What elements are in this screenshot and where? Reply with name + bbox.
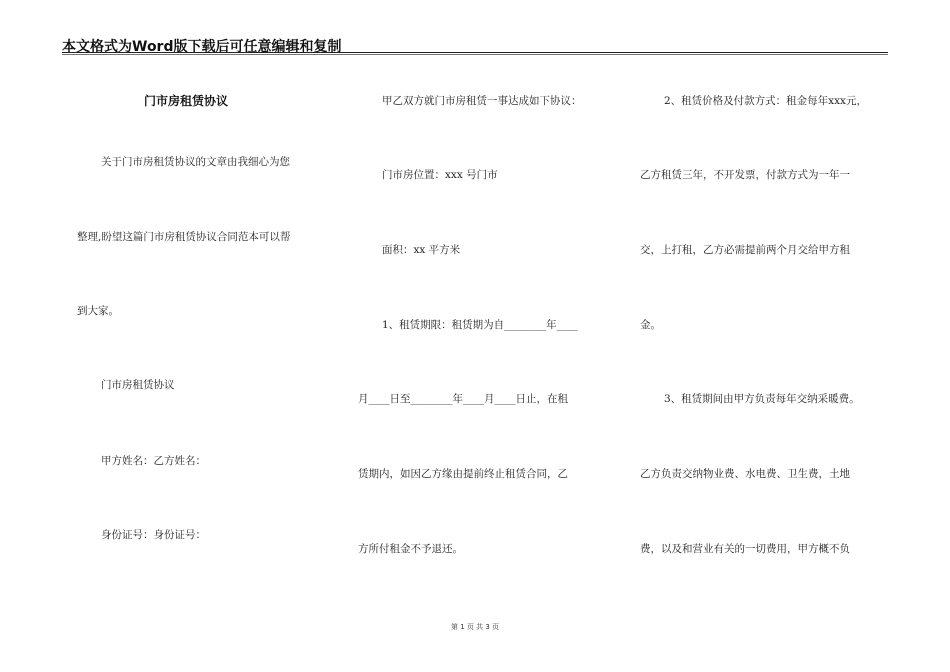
middle-line-6: 赁期内，如因乙方缘由提前终止租赁合同，乙 xyxy=(358,468,568,480)
left-line-1: 关于门市房租赁协议的文章由我细心为您 xyxy=(101,156,290,168)
page-footer: 第 1 页 共 3 页 xyxy=(450,623,500,631)
middle-line-2: 门市房位置：xxx 号门市 xyxy=(382,169,498,181)
middle-line-7: 方所付租金不予退还。 xyxy=(358,543,463,555)
middle-line-3: 面积：xx 平方米 xyxy=(382,244,461,256)
left-line-6: 身份证号：身份证号： xyxy=(101,529,206,541)
right-line-3: 交，上打租，乙方必需提前两个月交给甲方租 xyxy=(640,244,850,256)
header-divider xyxy=(62,52,888,53)
middle-line-5: 月____日至________年____月____日止，在租 xyxy=(358,393,568,405)
middle-line-4: 1、租赁期限：租赁期为自________年____ xyxy=(382,319,578,331)
right-line-5: 3、租赁期间由甲方负责每年交纳采暖费。 xyxy=(664,393,860,405)
left-line-4: 门市房租赁协议 xyxy=(101,379,175,391)
left-line-3: 到大家。 xyxy=(77,305,119,317)
middle-line-1: 甲乙双方就门市房租赁一事达成如下协议： xyxy=(382,95,582,107)
right-line-4: 金。 xyxy=(640,319,661,331)
right-line-2: 乙方租赁三年，不开发票，付款方式为一年一 xyxy=(640,169,850,181)
right-line-7: 费，以及和营业有关的一切费用，甲方概不负 xyxy=(640,543,850,555)
right-line-6: 乙方负责交纳物业费、水电费、卫生费，土地 xyxy=(640,468,850,480)
left-line-5: 甲方姓名：乙方姓名： xyxy=(101,455,206,467)
header-title: 本文格式为Word版下载后可任意编辑和复制 xyxy=(62,39,342,55)
doc-title: 门市房租赁协议 xyxy=(144,94,229,108)
right-line-1: 2、租赁价格及付款方式：租金每年xxx元， xyxy=(664,95,867,107)
header-divider-secondary xyxy=(62,54,888,55)
left-line-2: 整理,盼望这篇门市房租赁协议合同范本可以帮 xyxy=(77,231,291,243)
